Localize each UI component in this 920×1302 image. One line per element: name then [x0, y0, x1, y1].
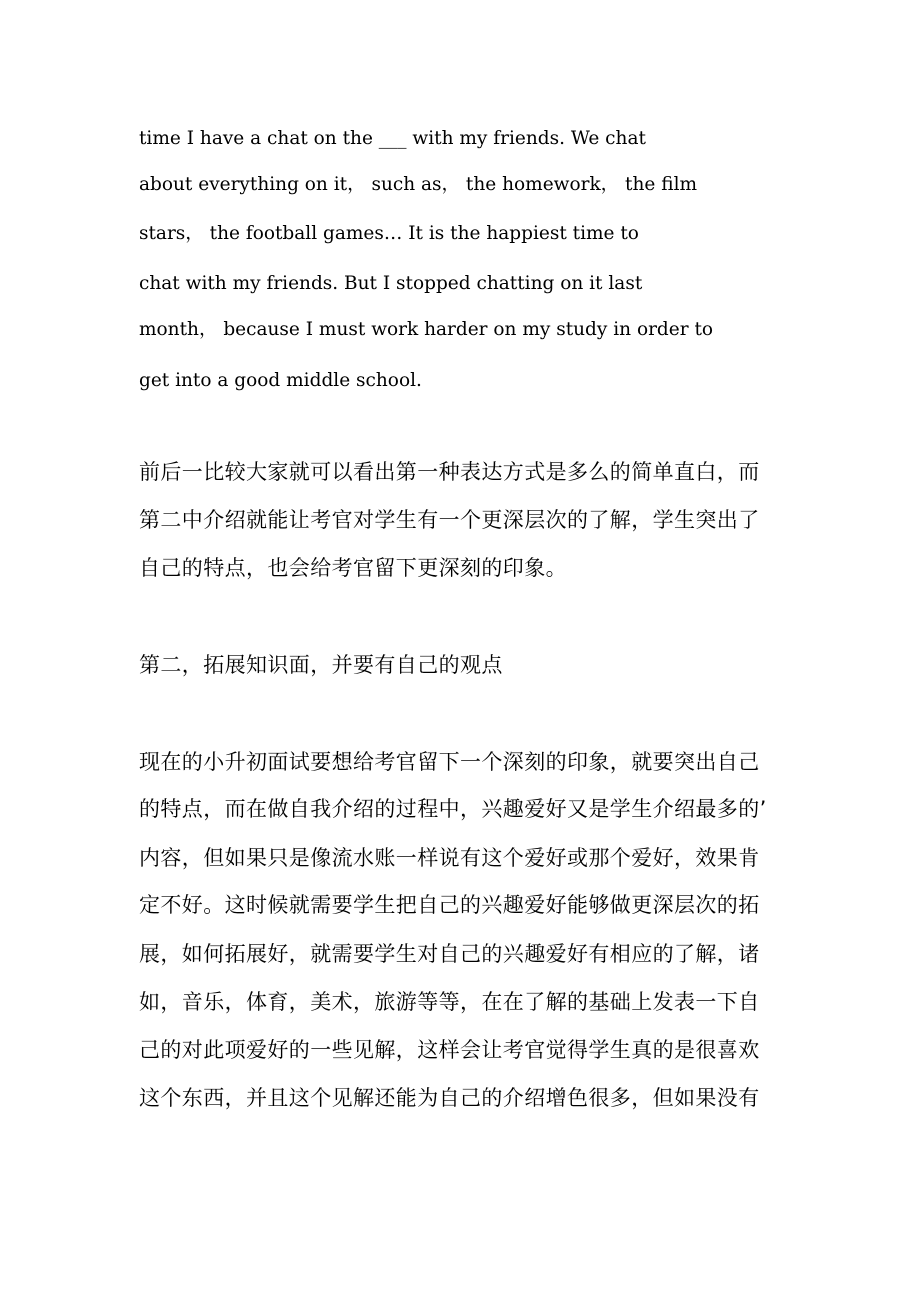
paragraph-line: time I have a chat on the ___ with my friends. We chat	[139, 128, 646, 149]
paragraph-line: 这个东西，并且这个见解还能为自己的介绍增色很多，但如果没有	[139, 1086, 760, 1110]
paragraph-line: 前后一比较大家就可以看出第一种表达方式是多么的简单直白，而	[139, 460, 760, 484]
paragraph-line: 己的对此项爱好的一些见解，这样会让考官觉得学生真的是很喜欢	[139, 1038, 760, 1062]
paragraph-line: about everything on it， such as， the homework， the film	[139, 174, 698, 195]
paragraph-line: 定不好。这时候就需要学生把自己的兴趣爱好能够做更深层次的拓	[139, 893, 760, 917]
paragraph-line: get into a good middle school.	[139, 370, 422, 391]
paragraph-line: 展，如何拓展好，就需要学生对自己的兴趣爱好有相应的了解，诸	[139, 942, 760, 966]
paragraph-line: 自己的特点，也会给考官留下更深刻的印象。	[139, 556, 567, 580]
paragraph-line: chat with my friends. But I stopped chatting on it last	[139, 273, 643, 294]
paragraph-line: month， because I must work harder on my study in order to	[139, 319, 714, 340]
paragraph-line: 如，音乐，体育，美术，旅游等等，在在了解的基础上发表一下自	[139, 990, 760, 1014]
paragraph-line: stars， the football games… It is the happiest time to	[139, 223, 639, 244]
paragraph-line: 第二中介绍就能让考官对学生有一个更深层次的了解，学生突出了	[139, 508, 760, 532]
paragraph-line: 的特点，而在做自我介绍的过程中，兴趣爱好又是学生介绍最多的’	[139, 797, 767, 821]
paragraph-line: 现在的小升初面试要想给考官留下一个深刻的印象，就要突出自己	[139, 750, 760, 774]
section-heading: 第二，拓展知识面，并要有自己的观点	[139, 653, 503, 677]
paragraph-line: 内容，但如果只是像流水账一样说有这个爱好或那个爱好，效果肯	[139, 846, 760, 870]
